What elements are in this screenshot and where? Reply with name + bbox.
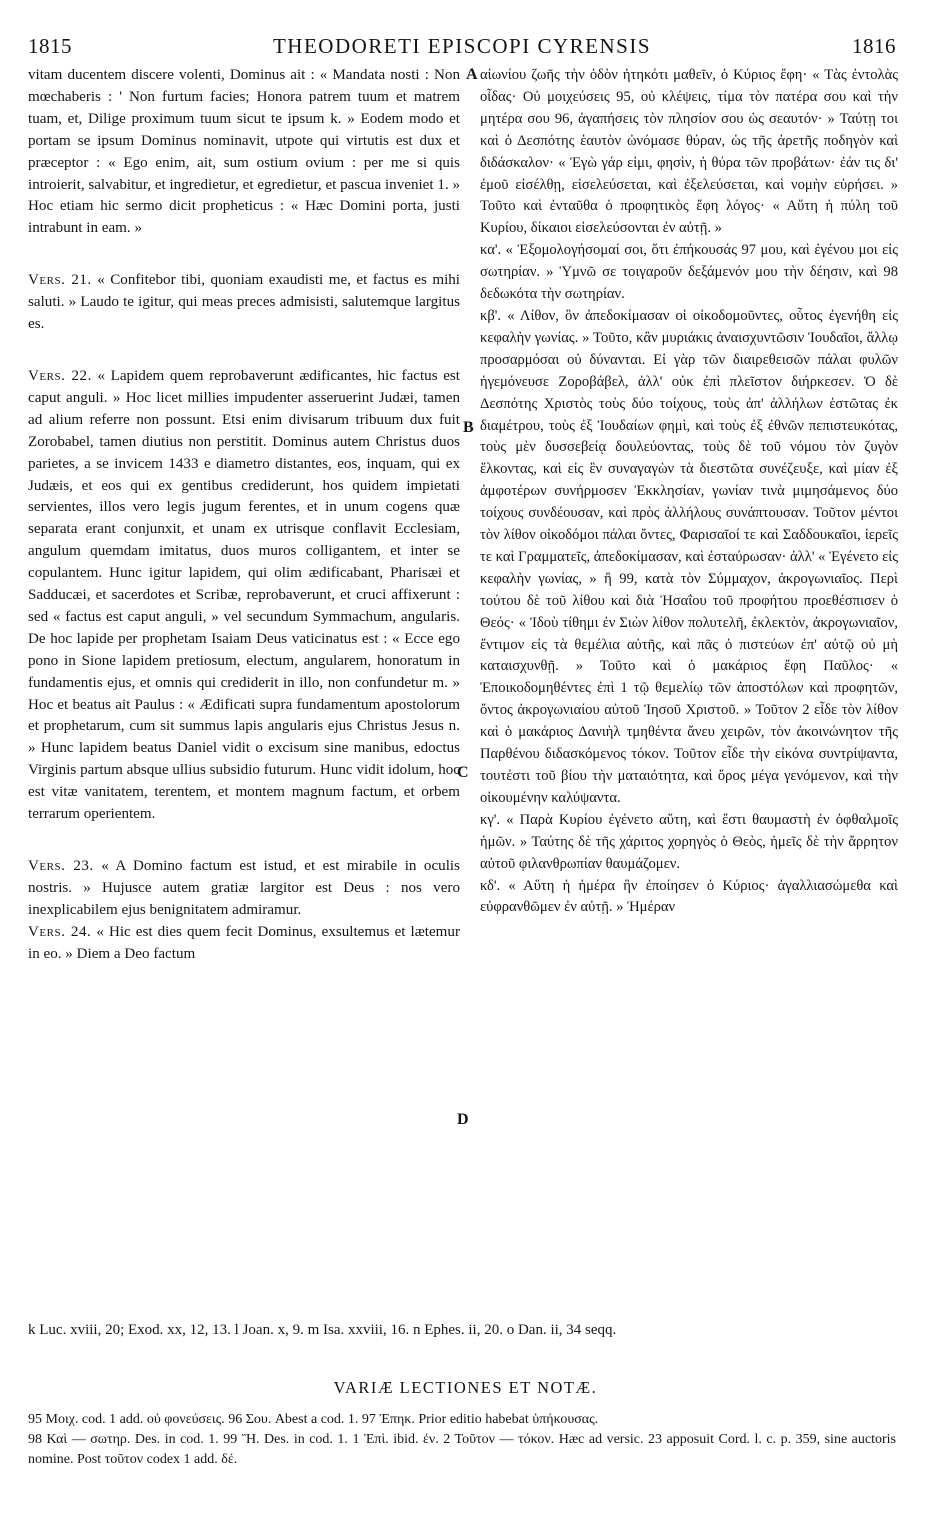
- notes-line: 98 Καὶ — σωτηρ. Des. in cod. 1. 99 Ἢ. Des. in cod. 1. 1 Ἐπὶ. ibid. ἐν. 2 Τοῦτον — τόκον. Hæc ad versic. 23 apposuit Cord. l. c. p. 359, sine auctoris nomine. Post τοῦτον codex 1 add. δέ.: [28, 1432, 896, 1467]
- latin-verse-text: « Confitebor tibi, quoniam exaudisti me, et factus es mihi saluti. » Laudo te igitur, qui meas preces admisisti, salutemque largitus es.: [28, 272, 461, 333]
- greek-column: [480, 65, 898, 919]
- latin-paragraph: vitam ducentem discere volenti, Dominus ait : « Mandata nosti : Non mœchaberis : ' Non furtum facies; Honora patrem tuum et matrem tuam, et, Dilige proximum tuum sicut te ipsum k. » Eodem modo et portam se ipsum Dominus nominavit, utpote qui virtutis est dux et præceptor : « Ego enim, ait, sum ostium ovium : per me si quis introierit, salvabitur, et ingredietur, et egredietur, et pascua inveniet 1. » Hoc etiam hic sermo dicit propheticus : « Hæc Domini porta, justi intrabunt in eam. »: [28, 67, 460, 237]
- latin-paragraph: [28, 922, 460, 966]
- verse-label: Vers. 23.: [28, 858, 94, 874]
- greek-paragraph: κβ'. « Λίθον, ὃν ἀπεδοκίμασαν οἱ οἰκοδομοῦντες, οὗτος ἐγενήθη εἰς κεφαλὴν γωνίας. » Τοῦτο, κἂν μυριάκις ἀναισχυντῶσιν Ἰουδαῖοι, ἄλλῳ προσαρμόσαι οὐ δύνανται. Εἰ γὰρ τῶν διαιρεθεισῶν πάλαι φυλῶν ἡγεμόνευσε Ζοροβάβελ, ἀλλ' οὐκ ἐπὶ πλεῖστον διήρκεσεν. Ὁ δὲ Δεσπότης Χριστὸς τοὺς δύο τοίχους, τοὺς ἀπ' ἀλλήλων ἑστῶτας ἐκ διαμέτρου, τοὺς ἐξ Ἰουδαίων φημὶ, καὶ τοὺς ἐξ ἐθνῶν πεπιστευκότας, τοὺς μὲν δυσσεβείᾳ δουλεύοντας, τοὺς δὲ τοῦ νόμου τὸν ζυγὸν ἕλκοντας, καὶ εἰς ἓν συναγαγὼν τὰ διεστῶτα συνέζευξε, καὶ μίαν ἐξ ἀμφοτέρων συνήρμοσεν Ἐκκλησίαν, γωνίαν τινὰ μιμησάμενος δύο τοίχους συνδέουσαν, καὶ πρὸς ἀλλήλους συνάπτουσαν. Τοῦτον μέντοι τὸν λίθον οἰκοδόμοι πάλαι ὄντες, Φαρισαῖοί τε καὶ Σαδδουκαῖοι, ἱερεῖς τε καὶ Γραμματεῖς, ἀπεδοκίμασαν, καὶ ἐσταύρωσαν· ἀλλ' « Ἐγένετο εἰς κεφαλὴν γωνίας, » ἢ 99, κατὰ τὸν Σύμμαχον, ἀκρογωνιαῖος. Περὶ τούτου δὲ τοῦ λίθου καὶ διὰ Ἡσαΐου τοῦ προφήτου προεθέσπισεν ὁ Θεός· « Ἰδοὺ τίθημι ἐν Σιὼν λίθον πολυτελῆ, ἐκλεκτὸν, ἀκρογωνιαῖον, ἔντιμον εἰς τὰ θεμέλια αὐτῆς, καὶ πᾶς ὁ πιστεύων ἐπ' αὐτῷ οὐ μὴ καταισχυνθῇ. » Τοῦτο καὶ ὁ μακάριος ἔφη Παῦλος· « Ἐποικοδομηθέντες ἐπὶ 1 τῷ θεμελίῳ τῶν ἀποστόλων καὶ προφητῶν, ὄντος ἀκρογωνιαίου αὐτοῦ Ἰησοῦ Χριστοῦ. » Τοῦτον 2 εἶδε τὸν λίθον καὶ ὁ μακάριος Δανιὴλ τμηθέντα ἄνευ χειρῶν, τὸν ἀκοινώνητον τῆς Παρθένου διδασκόμενος τόκον. Τοῦτον εἶδε τὴν εἰκόνα συντρίψαντα, τουτέστι τοῦ βίου τὴν ματαιότητα, καὶ ὄρος μέγα γενόμενον, καὶ τὴν οἰκουμένην καλύψαντα.: [480, 307, 898, 806]
- margin-marker-b: B: [463, 419, 474, 436]
- notes-title: VARIÆ LECTIONES ET NOTÆ.: [333, 1378, 598, 1397]
- verse-label: Vers. 21.: [28, 272, 92, 289]
- running-title: THEODORETI EPISCOPI CYRENSIS: [272, 34, 652, 58]
- latin-column: [28, 65, 460, 966]
- greek-paragraph: κγ'. « Παρὰ Κυρίου ἐγένετο αὕτη, καὶ ἔστι θαυμαστὴ ἐν ὀφθαλμοῖς ἡμῶν. » Ταύτης δὲ τῆς χάριτος χορηγὸς ὁ Θεὸς, ἡμεῖς δὲ τὴν ἄρρητον αὐτοῦ φιλανθρωπίαν θαυμάζομεν.: [480, 811, 898, 872]
- latin-verse-text: « A Domino factum est istud, et est mirabile in oculis nostris. » Hujusce autem gratiæ largitor est Deus : nos vero inexplicabilem ejus benignitatem admiramur.: [28, 858, 460, 918]
- verse-label: Vers. 24.: [28, 923, 92, 940]
- margin-marker-c: C: [457, 764, 469, 781]
- verse-label: Vers. 22.: [28, 367, 92, 384]
- margin-marker-d: D: [457, 1111, 469, 1128]
- latin-verse-text: « Hic est dies quem fecit Dominus, exsultemus et lætemur in eo. » Diem a Deo factum: [28, 923, 460, 962]
- latin-verse-text: « Lapidem quem reprobaverunt ædificantes, hic factus est caput anguli. » Hoc licet millies impudenter asseruerint Judæi, tamen ad alium referre non possunt. Etsi enim divisarum tribuum dux fuit Zorobabel, tamen diutius non perstitit. Dominus autem Christus duos parietes, a se invicem 1433 e diametro distantes, eos, inquam, qui ex Judæis, et eos qui ex gentibus crediderunt, hos quidem impietati servientes, illos vero legis jugum ferentes, et in unum cogens quæ separata erant conjunxit, et unam ex utrisque conflavit Ecclesiam, angulum quemdam imitatus, duos muros colligantem, et inter se copulantem. Hunc igitur lapidem, qui olim ædificabant, Pharisæi et Sadducæi, et sacerdotes et Scribæ, reprobaverunt, et cruci affixerunt : sed « factus est caput anguli, » vel secundum Symmachum, angularis. De hoc lapide per prophetam Isaiam Deus vaticinatus est : « Ecce ego pono in Sione lapidem pretiosum, electum, angularem, honoratum in fundamentis ejus, et omnis qui crediderit in illo, non confundetur m. » Hoc et beatus ait Paulus : « Ædificati supra fundamentum apostolorum et prophetarum, cum sit summus lapis angularis ejus Christus Jesus n. » Hunc lapidem beatus Daniel vidit o excisum sine manibus, edoctus Virginis partum absque ullius subsidio futurum. Hunc vidit idolum, hoc est vitæ vanitatem, terentem, et montem magnum factum, et orbem terrarum operientem.: [28, 367, 460, 823]
- footnotes: k Luc. xviii, 20; Exod. xx, 12, 13. l Joan. x, 9. m Isa. xxviii, 16. n Ephes. ii, 20. o Dan. ii, 34 seqq.: [28, 1322, 617, 1338]
- latin-paragraph: [28, 270, 460, 336]
- variant-notes: [28, 1410, 896, 1470]
- margin-marker-a: A: [466, 66, 478, 83]
- notes-line: 95 Μοιχ. cod. 1 add. οὐ φονεύσεις. 96 Σου. Abest a cod. 1. 97 Ἐπηκ. Prior editio habebat ὑπήκουσας.: [28, 1412, 599, 1427]
- greek-paragraph: αἰωνίου ζωῆς τὴν ὁδὸν ἠτηκότι μαθεῖν, ὁ Κύριος ἔφη· « Τὰς ἐντολὰς οἶδας· Οὐ μοιχεύσεις 95, οὐ κλέψεις, τίμα τὸν πατέρα σου καὶ τὴν μητέρα σου 96, ἀγαπήσεις τὸν πλησίον σου ὡς σεαυτόν· » Ταύτῃ τοι καὶ ὁ Δεσπότης ἑαυτὸν ὠνόμασε θύραν, ὡς τῆς ἀρετῆς ποδηγὸν καὶ διδάσκαλον· « Ἐγὼ γάρ εἰμι, φησὶν, ἡ θύρα τῶν προβάτων· ἐάν τις δι' ἐμοῦ εἰσέλθῃ, εἰσελεύσεται, καὶ ἐξελεύσεται, καὶ νομὴν εὑρήσει. » Τοῦτο καὶ ἐνταῦθα ὁ προφητικὸς ἔφη λόγος· « Αὕτη ἡ πύλη τοῦ Κυρίου, δίκαιοι εἰσελεύσονται ἐν αὐτῇ. »: [480, 67, 898, 237]
- greek-paragraph: κδ'. « Αὕτη ἡ ἡμέρα ἣν ἐποίησεν ὁ Κύριος· ἀγαλλιασώμεθα καὶ εὐφρανθῶμεν ἐν αὐτῇ. » Ἡμέραν: [480, 877, 898, 916]
- greek-paragraph: κα'. « Ἐξομολογήσομαί σοι, ὅτι ἐπήκουσάς 97 μου, καὶ ἐγένου μοι εἰς σωτηρίαν. » Ὑμνῶ σε τοιγαροῦν δεξάμενόν μου τὴν δέησιν, καὶ 98 δεδωκότα τὴν σωτηρίαν.: [480, 242, 898, 303]
- page-header: [28, 34, 896, 64]
- latin-paragraph: [28, 856, 460, 922]
- left-page-number: 1815: [28, 34, 72, 58]
- right-page-number: 1816: [852, 34, 896, 58]
- latin-paragraph: [28, 366, 460, 826]
